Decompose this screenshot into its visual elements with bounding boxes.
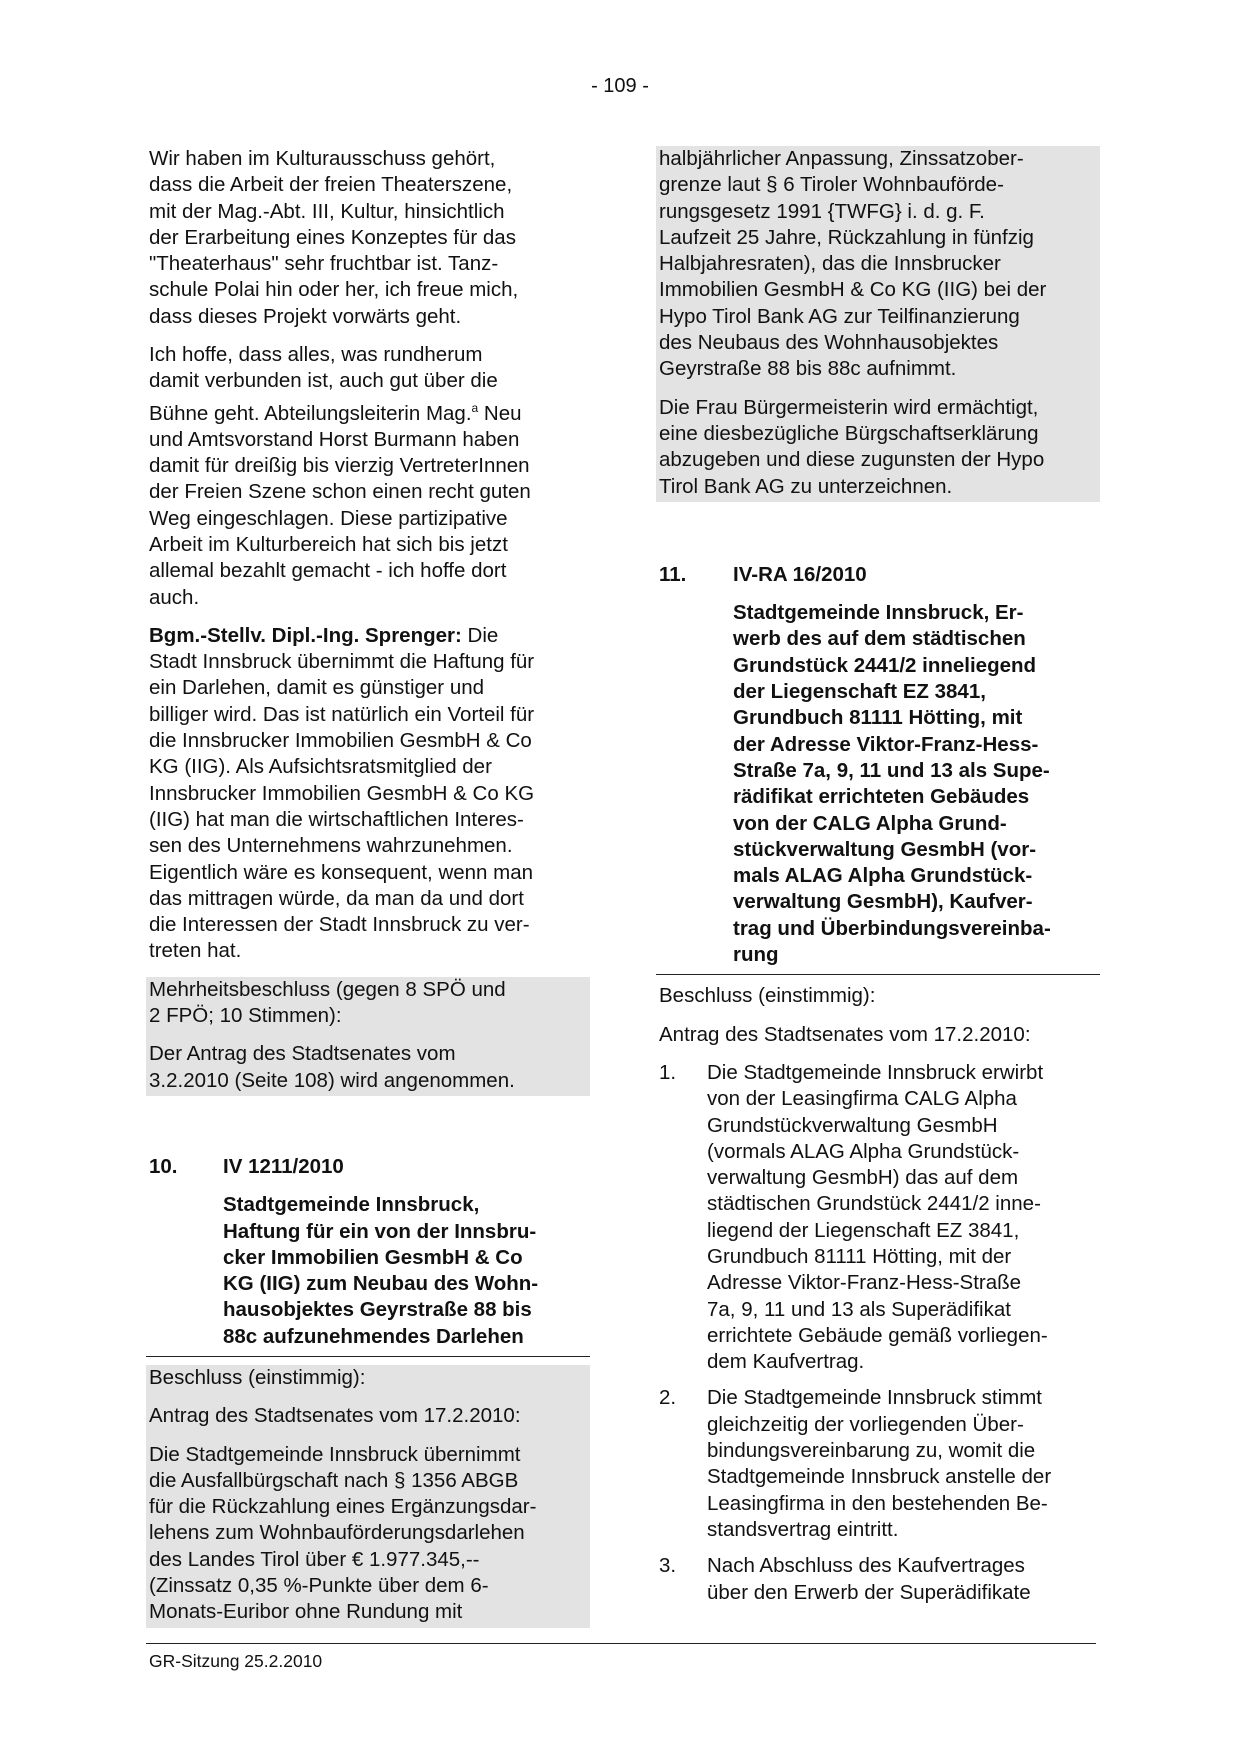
agenda-item-11-motion: Antrag des Stadtsenates vom 17.2.2010:: [659, 1022, 1031, 1046]
left-column: [146, 146, 590, 1628]
agenda-item-10-motion: Antrag des Stadtsenates vom 17.2.2010:: [149, 1404, 521, 1428]
list-item-number: 1.: [659, 1060, 677, 1084]
paragraph-hope-text-a: Ich hoffe, dass alles, was rundherum damit verbunden ist, auch gut über die Bühne geht. Abteilungsleiterin Mag.: [149, 343, 498, 425]
footer-label: GR-Sitzung 25.2.2010: [149, 1651, 323, 1671]
divider: [146, 1356, 590, 1357]
agenda-item-10-number: 10.: [149, 1154, 178, 1178]
agenda-item-11-title: Stadtgemeinde Innsbruck, Er- werb des auf dem städtischen Grundstück 2441/2 inneliegend der Liegenschaft EZ 3841, Grundbuch 81111 Hötting, mit der Adresse Viktor-Franz-Hess- Straße 7a, 9, 11 und 13 als Supe- rädifikat errichteten Gebäudes von der CALG Alpha Grund- stückverwaltung GesmbH (vor- mals ALAG Alpha Grundstück- verwaltung GesmbH), Kaufver- trag und Überbindungsvereinba- rung: [733, 601, 1051, 967]
agenda-item-10-continuation: [656, 146, 1100, 502]
majority-decision: Mehrheitsbeschluss (gegen 8 SPÖ und 2 FPÖ; 10 Stimmen):: [149, 977, 506, 1028]
divider: [656, 974, 1100, 975]
list-item-text: Die Stadtgemeinde Innsbruck erwirbt von der Leasingfirma CALG Alpha Grundstückverwaltung GesmbH (vormals ALAG Alpha Grundstück- verwaltung GesmbH) das auf dem städtischen Grundstück 2441/2 inne- liegend der Liegenschaft EZ 3841, Grundbuch 81111 Hötting, mit der Adresse Viktor-Franz-Hess-Straße 7a, 9, 11 und 13 als Superädifikat errichtete Gebäude gemäß vorliegen- dem Kaufvertrag.: [707, 1060, 1048, 1374]
agenda-item-10-decision: Beschluss (einstimmig):: [149, 1366, 366, 1389]
list-item-text: Die Stadtgemeinde Innsbruck stimmt gleichzeitig der vorliegenden Über- bindungsvereinbarung zu, womit die Stadtgemeinde Innsbruck anstelle der Leasingfirma in den bestehenden Be- standsvertrag eintritt.: [707, 1386, 1052, 1541]
agenda-item-11-ref: IV-RA 16/2010: [733, 562, 867, 586]
footer-divider: [146, 1643, 1096, 1644]
page-number: - 109 -: [591, 75, 649, 97]
superscript-a: a: [471, 400, 479, 415]
agenda-item-11-number: 11.: [659, 562, 687, 586]
list-item: [656, 1385, 1100, 1543]
agenda-item-11-decision: Beschluss (einstimmig):: [659, 984, 876, 1008]
agenda-item-10-title: Stadtgemeinde Innsbruck, Haftung für ein von der Innsbru- cker Immobilien GesmbH & Co KG (IIG) zum Neubau des Wohn- hausobjektes Geyrstraße 88 bis 88c aufzunehmendes Darlehen: [223, 1193, 539, 1348]
decision-block-9: [146, 977, 590, 1096]
agenda-item-11-heading: [656, 562, 1100, 588]
list-item-number: 2.: [659, 1386, 677, 1410]
mayor-authorization: Die Frau Bürgermeisterin wird ermächtigt, eine diesbezügliche Bürgschaftserklärung abzugeben und diese zugunsten der Hypo Tirol Bank AG zu unterzeichnen.: [659, 395, 1045, 498]
paragraph-culture-committee: Wir haben im Kulturausschuss gehört, dass die Arbeit der freien Theaterszene, mit der Mag.-Abt. III, Kultur, hinsichtlich der Erarbeitung eines Konzeptes für das "Theaterhaus" sehr fruchtbar ist. Tanz- schule Polai hin oder her, ich freue mich, dass dieses Projekt vorwärts geht.: [149, 147, 519, 328]
speaker-paragraph: [146, 623, 590, 965]
paragraph-hope-text-b: Neu und Amtsvorstand Horst Burmann haben damit für dreißig bis vierzig VertreterInnen der Freien Szene schon einen recht guten Weg eingeschlagen. Diese partizipative Arbeit im Kulturbereich hat sich bis jetzt allemal bezahlt gemacht - ich hoffe dort auch.: [149, 401, 531, 609]
right-column: [656, 146, 1100, 1616]
agenda-item-10-text: Die Stadtgemeinde Innsbruck übernimmt die Ausfallbürgschaft nach § 1356 ABGB für die Rückzahlung eines Ergänzungsdar- lehens zum Wohnbauförderungsdarlehen des Landes Tirol über € 1.977.345,-- (Zinssatz 0,35 %-Punkte über dem 6- Monats-Euribor ohne Rundung mit: [149, 1442, 537, 1624]
list-item-number: 3.: [659, 1554, 677, 1578]
speaker-name: Bgm.-Stellv. Dipl.-Ing. Sprenger:: [149, 623, 462, 647]
continuation-text: halbjährlicher Anpassung, Zinssatzober- grenze laut § 6 Tiroler Wohnbauförde- rungsgesetz 1991 {TWFG} i. d. g. F. Laufzeit 25 Jahre, Rückzahlung in fünfzig Halbjahresraten), das die Innsbrucker Immobilien GesmbH & Co KG (IIG) bei der Hypo Tirol Bank AG zur Teilfinanzierung des Neubaus des Wohnhausobjektes Geyrstraße 88 bis 88c aufnimmt.: [659, 147, 1047, 381]
list-item: [656, 1060, 1100, 1376]
paragraph-hope: [146, 342, 590, 611]
decision-text: Der Antrag des Stadtsenates vom 3.2.2010 (Seite 108) wird angenommen.: [149, 1042, 515, 1092]
agenda-item-10-heading: [146, 1154, 590, 1180]
agenda-item-10-body: [146, 1365, 590, 1628]
speaker-text: Die Stadt Innsbruck übernimmt die Haftung für ein Darlehen, damit es günstiger und billiger wird. Das ist natürlich ein Vorteil für die Innsbrucker Immobilien GesmbH & Co KG (IIG). Als Aufsichtsratsmitglied der Innsbrucker Immobilien GesmbH & Co KG (IIG) hat man die wirtschaftlichen Interes- sen des Unternehmens wahrzunehmen. Eigentlich wäre es konsequent, wenn man das mittragen würde, da man da und dort die Interessen der Stadt Innsbruck zu ver- treten hat.: [149, 623, 535, 963]
agenda-item-10-ref: IV 1211/2010: [223, 1154, 344, 1178]
list-item: [656, 1553, 1100, 1606]
list-item-text: Nach Abschluss des Kaufvertrages über den Erwerb der Superädifikate: [707, 1554, 1031, 1604]
